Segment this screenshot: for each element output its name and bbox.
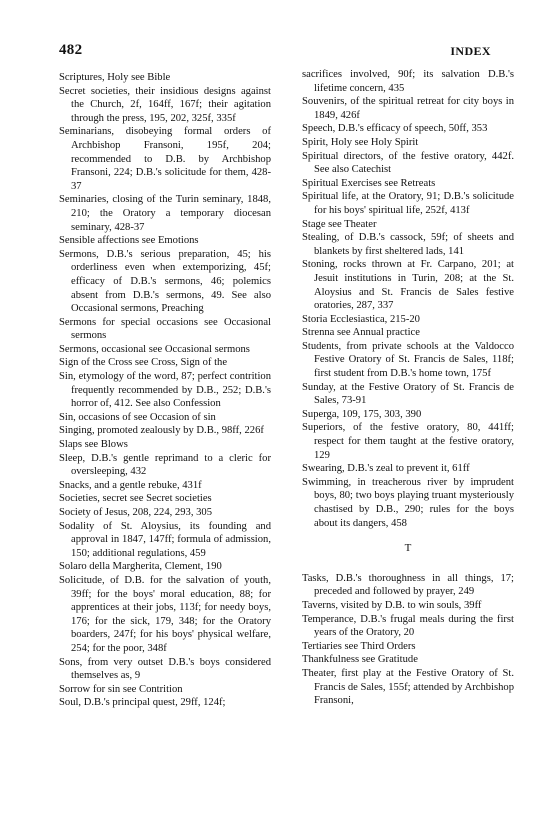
index-entry: Slaps see Blows — [59, 439, 128, 451]
index-entry: Secret societies, their insidious designs against the Church, 2f, 164ff, 167f; their agitation through the press, 195, 202, 325f, 335f — [59, 85, 271, 124]
index-entry: Students, from private schools at the Valdocco Festive Oratory of St. Francis de Sales, 118f; first student from D.B.'s home town, 175f — [302, 340, 514, 380]
index-column-right — [302, 68, 514, 708]
index-entry: Thankfulness see Gratitude — [302, 654, 418, 666]
index-column-left — [59, 71, 271, 710]
index-entry: Solicitude, of D.B. for the salvation of youth, 39ff; for the boys' moral education, 88; for apprentices at their jobs, 113f; for needy boys, 176; for the sick, 179, 348; for the Oratory boarders, 247f; for his boys' physical welfare, 254; for the poor, 348f — [59, 574, 271, 654]
index-entry: Superga, 109, 175, 303, 390 — [302, 408, 422, 420]
index-entry: Tertiaries see Third Orders — [302, 640, 416, 652]
index-entry: Scriptures, Holy see Bible — [59, 72, 171, 83]
running-head: INDEX — [450, 44, 491, 58]
index-entry: Sermons, occasional see Occasional sermons — [59, 343, 250, 355]
index-entry: Speech, D.B.'s efficacy of speech, 50ff, 353 — [302, 123, 488, 135]
index-entry: Sin, occasions of see Occasion of sin — [59, 411, 216, 423]
index-entry: Sign of the Cross see Cross, Sign of the — [59, 357, 228, 369]
index-entry: Swearing, D.B.'s zeal to prevent it, 61ff — [302, 463, 470, 475]
index-entry: Seminarians, disobeying formal orders of Archbishop Fransoni, 195f, 204; recommended to D.B. by Archbishop Fransoni, 224; D.B.'s solicitude for them, 428-37 — [59, 126, 271, 192]
index-entry: Societies, secret see Secret societies — [59, 493, 212, 505]
index-entry: Sons, from very outset D.B.'s boys considered themselves as, 9 — [59, 656, 271, 682]
index-entry: Solaro della Margherita, Clement, 190 — [59, 561, 222, 573]
index-entry: Spiritual life, at the Oratory, 91; D.B.'s solicitude for his boys' spiritual life, 252f, 413f — [302, 191, 514, 216]
index-entry: Superiors, of the festive oratory, 80, 441ff; respect for them taught at the festive oratory, 129 — [302, 422, 514, 461]
index-entry: Soul, D.B.'s principal quest, 29ff, 124f; — [59, 697, 226, 709]
index-entry: Stealing, of D.B.'s cassock, 59f; of sheets and blankets by first sheltered lads, 141 — [302, 232, 514, 257]
index-entry: Sunday, at the Festive Oratory of St. Francis de Sales, 73-91 — [302, 381, 514, 407]
index-entry: Singing, promoted zealously by D.B., 98ff, 226f — [59, 425, 264, 437]
index-entry: Sermons, D.B.'s serious preparation, 45; his orderliness even when extemporizing, 45f; efficacy of D.B.'s sermons, 46; polemics absent from D.B.'s sermons, 49. See also Occasional sermons, Preaching — [59, 248, 271, 315]
index-entry: Sermons for special occasions see Occasional sermons — [59, 316, 271, 342]
index-entry: Stage see Theater — [302, 218, 377, 230]
index-entry: Society of Jesus, 208, 224, 293, 305 — [59, 507, 213, 518]
index-entry: Theater, first play at the Festive Oratory of St. Francis de Sales, 155f; attended by Archbishop Fransoni, — [302, 667, 514, 707]
index-entry: Storia Ecclesiastica, 215-20 — [302, 313, 420, 325]
index-entry: Snacks, and a gentle rebuke, 431f — [59, 479, 202, 491]
page-header — [59, 42, 491, 62]
index-entry: Sodality of St. Aloysius, its founding and approval in 1847, 147ff; formula of admission, 150; additional regulations, 459 — [59, 520, 271, 559]
index-entry: Seminaries, closing of the Turin seminary, 1848, 210; the Oratory a temporary diocesan seminary, 428-37 — [59, 194, 271, 233]
index-entry: Spirit, Holy see Holy Spirit — [302, 136, 419, 148]
section-letter: T — [404, 542, 412, 555]
index-entry: Tasks, D.B.'s thoroughness in all things, 17; preceded and followed by prayer, 249 — [302, 572, 514, 598]
index-entry: Sin, etymology of the word, 87; perfect contrition frequently recommended by D.B., 252; D.B.'s horror of, 412. See also Confession — [59, 371, 271, 410]
index-entry: Swimming, in treacherous river by imprudent boys, 80; two boys playing truant mysteriously chastised by D.B., 290; rules for the boys about its dangers, 458 — [302, 476, 514, 529]
index-entry: Taverns, visited by D.B. to win souls, 39ff — [302, 599, 482, 611]
index-entry: Sleep, D.B.'s gentle reprimand to a cleric for oversleeping, 432 — [59, 452, 271, 478]
page-number: 482 — [59, 42, 83, 58]
index-entry: Sorrow for sin see Contrition — [59, 683, 183, 695]
index-entry: Strenna see Annual practice — [302, 327, 420, 339]
index-entry: Souvenirs, of the spiritual retreat for city boys in 1849, 426f — [302, 96, 514, 121]
index-entry: Sensible affections see Emotions — [59, 235, 199, 247]
index-entry-continuation: sacrifices involved, 90f; its salvation D.B.'s lifetime concern, 435 — [302, 69, 514, 94]
index-entry: Stoning, rocks thrown at Fr. Carpano, 201; at Jesuit institutions in Turin, 208; at the St. Aloysius and St. Francis de Sales festive oratories, 287, 337 — [302, 259, 514, 312]
index-entry: Spiritual Exercises see Retreats — [302, 177, 436, 189]
index-entry: Temperance, D.B.'s frugal meals during the first years of the Oratory, 20 — [302, 613, 514, 639]
index-entry: Spiritual directors, of the festive oratory, 442f. See also Catechist — [302, 150, 514, 176]
